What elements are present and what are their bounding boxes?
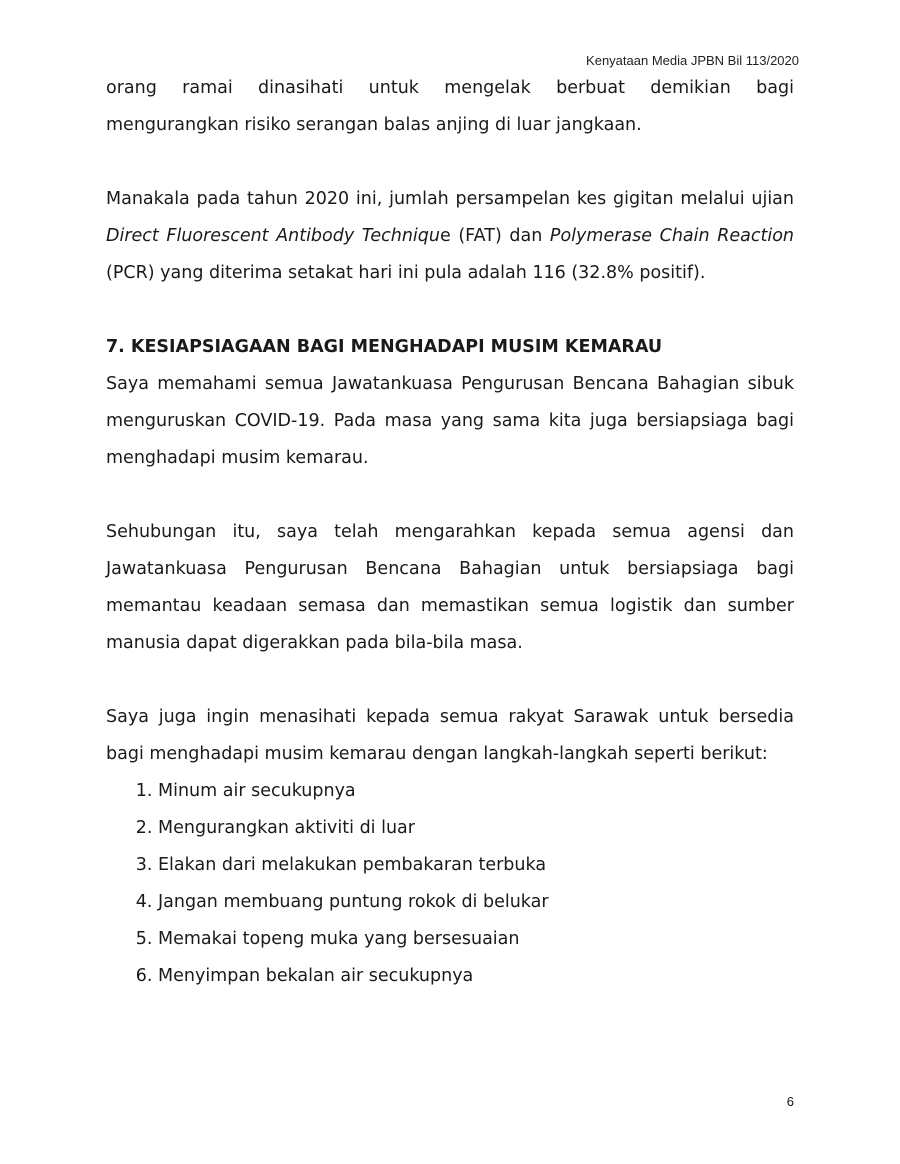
list-item: 1. Minum air secukupnya xyxy=(158,773,794,810)
header-reference: Kenyataan Media JPBN Bil 113/2020 xyxy=(586,53,799,68)
paragraph-4: Sehubungan itu, saya telah mengarahkan kepada semua agensi dan Jawatankuasa Pengurusan Bencana Bahagian untuk bersiapsiaga bagi memantau keadaan semasa dan memastikan semua logistik dan sumber manusia dapat digerakkan pada bila-bila masa. xyxy=(106,522,794,653)
measures-list xyxy=(106,773,794,995)
paragraph-2-text-2: e (FAT) dan xyxy=(439,226,550,246)
paragraph-5: Saya juga ingin menasihati kepada semua rakyat Sarawak untuk bersedia bagi menghadapi musim kemarau dengan langkah-langkah seperti berikut: xyxy=(106,707,794,764)
list-item: 4. Jangan membuang puntung rokok di belukar xyxy=(158,884,794,921)
list-item: 2. Mengurangkan aktiviti di luar xyxy=(158,810,794,847)
document-body xyxy=(106,70,794,995)
page-number: 6 xyxy=(786,1094,794,1109)
section-heading: 7. KESIAPSIAGAAN BAGI MENGHADAPI MUSIM KEMARAU xyxy=(106,337,663,357)
paragraph-2-text-1: Manakala pada tahun 2020 ini, jumlah persampelan kes gigitan melalui ujian xyxy=(106,189,794,209)
paragraph-1-line-2: mengurangkan risiko serangan balas anjing di luar jangkaan. xyxy=(106,115,642,135)
paragraph-2 xyxy=(106,181,794,292)
list-item: 6. Menyimpan bekalan air secukupnya xyxy=(158,958,794,995)
paragraph-2-italic-1: Direct Fluorescent Antibody Techniqu xyxy=(106,226,440,246)
paragraph-3: Saya memahami semua Jawatankuasa Pengurusan Bencana Bahagian sibuk menguruskan COVID-19. Pada masa yang sama kita juga bersiapsiaga bagi menghadapi musim kemarau. xyxy=(106,374,794,468)
paragraph-2-italic-2: Polymerase Chain Reaction xyxy=(549,226,795,246)
list-item: 5. Memakai topeng muka yang bersesuaian xyxy=(158,921,794,958)
paragraph-2-text-3: (PCR) yang diterima setakat hari ini pula adalah 116 (32.8% positif). xyxy=(106,263,706,283)
list-item: 3. Elakan dari melakukan pembakaran terbuka xyxy=(158,847,794,884)
paragraph-1-line-1: orang ramai dinasihati untuk mengelak berbuat demikian bagi xyxy=(106,78,794,98)
